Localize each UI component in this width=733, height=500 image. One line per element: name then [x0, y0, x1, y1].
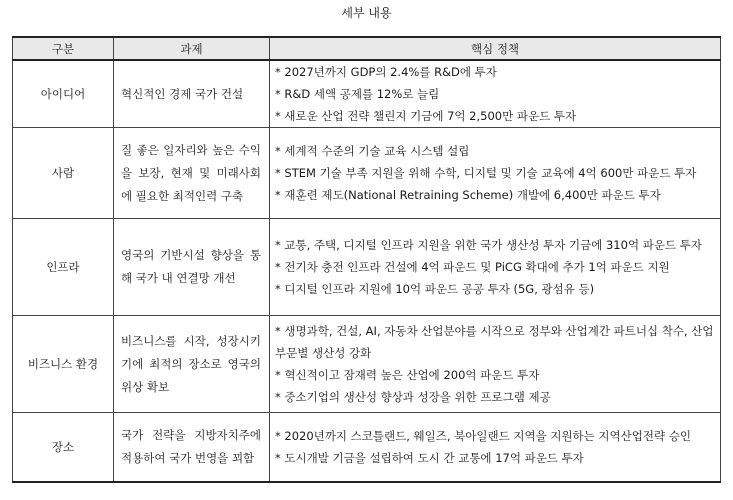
header-key-policy: 핵심 정책 [270, 37, 721, 60]
row-task: 영국의 기반시설 향상을 통해 국가 내 연결망 개선 [114, 219, 270, 316]
policy-item: * R&D 세액 공제를 12%로 늘림 [275, 87, 440, 101]
header-task: 과제 [114, 37, 270, 60]
row-task: 질 좋은 일자리와 높은 수익을 보장, 현재 및 미래사회에 필요한 최적인력 구축 [114, 128, 270, 219]
row-task: 혁신적인 경제 국가 건설 [114, 60, 270, 128]
policy-item: * 2020년까지 스코틀랜드, 웨일즈, 북아일랜드 지역을 지원하는 지역산업전략 승인 [275, 429, 691, 443]
row-policies [270, 128, 721, 219]
row-category: 인프라 [13, 219, 114, 316]
row-category: 비즈니스 환경 [13, 316, 114, 413]
row-policies [270, 316, 721, 413]
row-policies [270, 413, 721, 483]
policy-item: * 도시개발 기금을 설립하여 도시 간 교통에 17억 파운드 투자 [275, 451, 584, 465]
table-row [13, 128, 721, 219]
table-row [13, 316, 721, 413]
row-task: 비즈니스를 시작, 성장시키기에 최적의 장소로 영국의 위상 확보 [114, 316, 270, 413]
row-category: 사람 [13, 128, 114, 219]
policy-table [12, 36, 721, 483]
policy-item: * 새로운 산업 전략 챌린지 기금에 7억 2,500만 파운드 투자 [275, 109, 577, 123]
table-row [13, 60, 721, 128]
policy-item: * 생명과학, 건설, AI, 자동차 산업분야를 시작으로 정부와 산업계간 파트너십 착수, 산업 부문별 생산성 강화 [275, 324, 714, 360]
policy-item: * 2027년까지 GDP의 2.4%를 R&D에 투자 [275, 65, 497, 79]
row-category: 아이디어 [13, 60, 114, 128]
policy-item: * 교통, 주택, 디지털 인프라 지원을 위한 국가 생산성 투자 기금에 310억 파운드 투자 [275, 238, 702, 252]
policy-item: * 중소기업의 생산성 향상과 성장을 위한 프로그램 제공 [275, 390, 551, 404]
row-policies [270, 60, 721, 128]
policy-item: * 재훈련 제도(National Retraining Scheme) 개발에 6,400만 파운드 투자 [275, 188, 661, 202]
policy-item: * STEM 기술 부족 지원을 위해 수학, 디지털 및 기술 교육에 4억 600만 파운드 투자 [275, 166, 697, 180]
table-row [13, 413, 721, 483]
row-category: 장소 [13, 413, 114, 483]
policy-item: * 전기차 충전 인프라 건설에 4억 파운드 및 PiCG 확대에 추가 1억 파운드 지원 [275, 260, 670, 274]
row-policies [270, 219, 721, 316]
policy-item: * 세계적 수준의 기술 교육 시스템 설립 [275, 144, 470, 158]
policy-item: * 디지털 인프라 지원에 10억 파운드 공공 투자 (5G, 광섬유 등) [275, 282, 595, 296]
header-category: 구분 [13, 37, 114, 60]
table-header-row [13, 37, 721, 60]
table-row [13, 219, 721, 316]
row-task: 국가 전략을 지방자치주에 적용하여 국가 번영을 꾀함 [114, 413, 270, 483]
document-title: 세부 내용 [341, 6, 392, 20]
policy-item: * 혁신적이고 잠재력 높은 산업에 200억 파운드 투자 [275, 368, 540, 382]
